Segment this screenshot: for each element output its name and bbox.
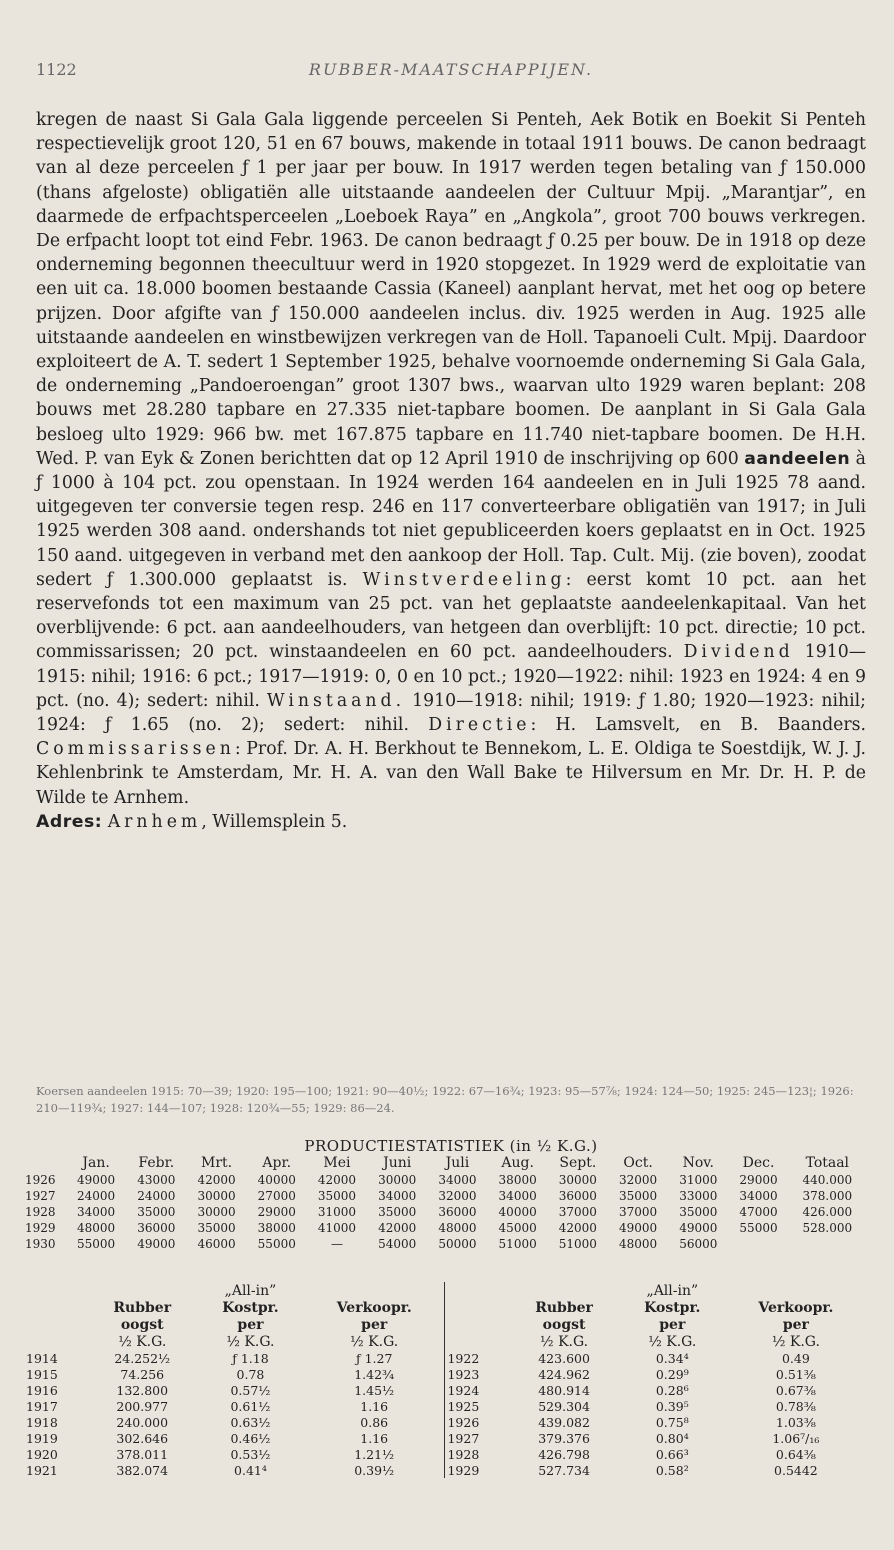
winstaand-label: Winstaand. — [266, 690, 406, 711]
rubber-cell: 240.000 — [116, 1414, 169, 1430]
cost-price-cell: 0.63½ — [230, 1414, 271, 1430]
kg-header: ½ K.G. — [118, 1333, 167, 1350]
row-year: 1928 — [445, 1446, 509, 1462]
table-cell: 426.000 — [802, 1205, 853, 1219]
row-year: 1921 — [26, 1462, 58, 1478]
month-column-header: Febr. — [138, 1155, 175, 1171]
production-header-row — [24, 1154, 866, 1172]
cost-price-cell: 0.80⁴ — [655, 1430, 689, 1446]
table-cell: 29000 — [257, 1205, 296, 1219]
table-cell: 51000 — [558, 1237, 597, 1251]
directie-label: Directie — [428, 715, 531, 736]
rubber-cell: 439.082 — [538, 1414, 590, 1430]
year-column-header — [24, 1154, 66, 1172]
allin-header: „All-in” — [646, 1282, 699, 1299]
row-year: 1920 — [26, 1446, 58, 1462]
row-year: 1914 — [26, 1350, 58, 1366]
rubber-cell: 132.800 — [116, 1382, 169, 1398]
table-cell: 36000 — [438, 1205, 477, 1219]
table-cell: 38000 — [498, 1173, 537, 1187]
page-number: 1122 — [36, 60, 77, 79]
cost-price-cell: 0.46½ — [230, 1430, 271, 1446]
table-cell: 35000 — [679, 1205, 718, 1219]
cost-body — [24, 1350, 866, 1478]
sale-price-cell: 0.49 — [781, 1350, 810, 1366]
production-title: PRODUCTIESTATISTIEK (in ½ K.G.) — [304, 1137, 598, 1155]
month-column-header: Totaal — [805, 1155, 850, 1171]
month-column-header: Mrt. — [200, 1155, 233, 1171]
table-cell: 32000 — [618, 1173, 658, 1187]
sale-price-cell: 0.64⅜ — [775, 1446, 816, 1462]
table-cell: 36000 — [137, 1221, 176, 1235]
table-cell: 48000 — [77, 1221, 116, 1235]
table-row — [24, 1366, 866, 1382]
table-cell: 55000 — [77, 1237, 116, 1251]
cost-price-cell: 0.53½ — [230, 1446, 271, 1462]
aandeelen-label: aandeelen — [744, 448, 851, 469]
row-year: 1923 — [445, 1366, 509, 1382]
kostpr-header: Kostpr. — [222, 1299, 279, 1316]
table-cell: 29000 — [739, 1173, 778, 1187]
table-cell: — — [330, 1237, 343, 1251]
table-row — [24, 1220, 866, 1236]
sale-price-cell: 1.16 — [360, 1398, 389, 1414]
table-cell: 528.000 — [802, 1221, 853, 1235]
adres-city: Arnhem — [107, 811, 202, 832]
verkoop-header: Verkoopr. — [336, 1299, 412, 1316]
table-cell: 37000 — [618, 1205, 658, 1219]
dividend-label: Dividend — [683, 642, 794, 663]
cost-price-cell: 0.66³ — [655, 1446, 689, 1462]
table-row — [24, 1188, 866, 1204]
cost-header-row-2 — [24, 1299, 866, 1316]
table-cell — [728, 1236, 788, 1252]
cost-price-cell: 0.58² — [655, 1462, 689, 1478]
table-cell: 34000 — [77, 1205, 116, 1219]
table-cell: 45000 — [498, 1221, 537, 1235]
kg-header: ½ K.G. — [350, 1333, 399, 1350]
table-cell: 30000 — [197, 1189, 236, 1203]
table-cell: 46000 — [197, 1237, 236, 1251]
kg-header: ½ K.G. — [540, 1333, 589, 1350]
kg-header: ½ K.G. — [771, 1333, 820, 1350]
oogst-header: oogst — [542, 1316, 586, 1333]
table-cell: 31000 — [317, 1205, 357, 1219]
company-description — [36, 108, 866, 834]
table-cell: 42000 — [378, 1221, 417, 1235]
table-row — [24, 1204, 866, 1220]
table-cell: 33000 — [679, 1189, 718, 1203]
table-cell: 38000 — [257, 1221, 296, 1235]
row-year: 1918 — [26, 1414, 58, 1430]
row-year: 1927 — [445, 1430, 509, 1446]
table-cell: 30000 — [378, 1173, 417, 1187]
cost-price-cell: 0.78 — [236, 1366, 265, 1382]
oogst-header: oogst — [120, 1316, 164, 1333]
table-cell: 27000 — [257, 1189, 296, 1203]
month-column-header: Juni — [383, 1155, 412, 1171]
table-row — [24, 1350, 866, 1366]
table-cell: 35000 — [197, 1221, 236, 1235]
per-header: per — [659, 1316, 686, 1333]
paragraph-part: 1910—1915: nihil; 1916: 6 pct.; 1917—1919: 0, 0 en 10 pct.; 1920—1922: nihil: 1923 en 1924: 4 en 9 pct. (no. 4); sedert: nihil. — [36, 642, 866, 711]
per-header: per — [361, 1316, 388, 1333]
kg-header: ½ K.G. — [226, 1333, 275, 1350]
rubber-header: Rubber — [113, 1299, 172, 1316]
adres-label: Adres: — [36, 811, 103, 832]
table-cell: 49000 — [137, 1237, 176, 1251]
commissarissen-label: Commissarissen — [36, 739, 235, 760]
table-row — [24, 1414, 866, 1430]
rubber-cell: 424.962 — [538, 1366, 590, 1382]
table-cell: 49000 — [679, 1221, 718, 1235]
share-prices: Koersen aandeelen 1915: 70—39; 1920: 195—100; 1921: 90—40½; 1922: 67—16¾; 1923: 95—57⅞; 1924: 124—50; 1925: 245—123¦; 1926: 210—119¾; 1927: 144—107; 1928: 120¾—55; 1929: 86—24. — [36, 1084, 854, 1115]
table-cell: 34000 — [378, 1189, 417, 1203]
sale-price-cell: 1.21½ — [354, 1446, 395, 1462]
table-cell: 42000 — [558, 1221, 597, 1235]
row-year: 1928 — [25, 1205, 56, 1219]
table-row — [24, 1172, 866, 1188]
table-row — [24, 1398, 866, 1414]
table-cell: 48000 — [438, 1221, 477, 1235]
month-column-header: Aug. — [501, 1155, 534, 1171]
cost-price-cell: ƒ 1.18 — [232, 1350, 269, 1366]
month-column-header: Juli — [445, 1155, 470, 1171]
month-column-header: Sept. — [559, 1155, 597, 1171]
rubber-cell: 378.011 — [116, 1446, 169, 1462]
cost-price-cell: 0.75⁸ — [655, 1414, 689, 1430]
table-cell: 34000 — [438, 1173, 477, 1187]
table-cell: 55000 — [739, 1221, 778, 1235]
table-cell: 30000 — [197, 1205, 236, 1219]
sale-price-cell: 1.45½ — [354, 1382, 395, 1398]
per-header: per — [237, 1316, 264, 1333]
paragraph-part: 1910—1918: nihil; 1919: ƒ 1.80; 1920—1923: nihil; 1924: ƒ 1.65 (no. 2); sedert: nihil. — [36, 690, 866, 736]
month-column-header: Oct. — [623, 1155, 653, 1171]
cost-price-cell: 0.34⁴ — [655, 1350, 689, 1366]
table-cell: 30000 — [558, 1173, 597, 1187]
table-cell: 34000 — [498, 1189, 537, 1203]
winstverdeeling-label: Winstverdeeling — [362, 569, 566, 590]
table-cell: 35000 — [618, 1189, 658, 1203]
row-year: 1926 — [445, 1414, 509, 1430]
rubber-cell: 74.256 — [120, 1366, 165, 1382]
row-year: 1927 — [25, 1189, 56, 1203]
rubber-cell: 426.798 — [538, 1446, 590, 1462]
rubber-cell: 423.600 — [538, 1350, 590, 1366]
kostpr-header: Kostpr. — [644, 1299, 701, 1316]
month-column-header: Nov. — [682, 1155, 714, 1171]
cost-price-cell: 0.39⁵ — [655, 1398, 689, 1414]
table-cell: 49000 — [77, 1173, 116, 1187]
table-row — [24, 1446, 866, 1462]
verkoop-header: Verkoopr. — [758, 1299, 834, 1316]
table-cell: 24000 — [77, 1189, 116, 1203]
table-cell: 40000 — [498, 1205, 537, 1219]
month-column-header: Dec. — [742, 1155, 775, 1171]
running-title: RUBBER-MAATSCHAPPIJEN. — [308, 60, 594, 79]
rubber-header: Rubber — [535, 1299, 593, 1316]
table-cell: 49000 — [618, 1221, 658, 1235]
kg-header: ½ K.G. — [648, 1333, 697, 1350]
table-cell: 31000 — [679, 1173, 718, 1187]
row-year: 1917 — [26, 1398, 58, 1414]
rubber-cell: 379.376 — [538, 1430, 590, 1446]
table-cell: 35000 — [137, 1205, 176, 1219]
sale-price-cell: 1.42¾ — [354, 1366, 395, 1382]
month-column-header: Apr. — [262, 1155, 292, 1171]
table-cell: 378.000 — [802, 1189, 853, 1203]
paragraph-part: : Prof. Dr. A. H. Berkhout te Bennekom, L. E. Oldiga te Soestdijk, W. J. J. Kehlenbrink te Amsterdam, Mr. H. A. van den Wall Bake te Hilversum en Mr. Dr. H. P. de Wilde te Arnhem. — [36, 739, 866, 808]
row-year: 1929 — [25, 1221, 56, 1235]
rubber-cell: 527.734 — [538, 1462, 590, 1478]
table-cell: 37000 — [558, 1205, 597, 1219]
table-cell: 55000 — [257, 1237, 296, 1251]
table-cell: 51000 — [498, 1237, 537, 1251]
table-cell: 48000 — [618, 1237, 658, 1251]
sale-price-cell: 0.5442 — [774, 1462, 818, 1478]
table-cell: 35000 — [317, 1189, 357, 1203]
per-header: per — [782, 1316, 809, 1333]
month-column-header: Mei — [323, 1155, 351, 1171]
row-year: 1922 — [445, 1350, 509, 1366]
cost-price-cell: 0.57½ — [230, 1382, 271, 1398]
table-row — [24, 1430, 866, 1446]
row-year: 1925 — [445, 1398, 509, 1414]
table-cell: 40000 — [257, 1173, 296, 1187]
sale-price-cell: 0.67⅜ — [775, 1382, 816, 1398]
row-year: 1926 — [25, 1173, 56, 1187]
row-year: 1916 — [26, 1382, 58, 1398]
row-year: 1930 — [25, 1237, 56, 1251]
cost-table — [24, 1282, 866, 1478]
table-cell: 43000 — [137, 1173, 176, 1187]
table-cell: 42000 — [317, 1173, 357, 1187]
production-body — [24, 1172, 866, 1252]
row-year: 1929 — [445, 1462, 509, 1478]
table-cell: 36000 — [558, 1189, 597, 1203]
table-cell: 54000 — [378, 1237, 417, 1251]
rubber-cell: 302.646 — [116, 1430, 169, 1446]
paragraph-part: : H. Lamsvelt, en B. Baanders. — [530, 715, 866, 736]
table-cell: 47000 — [739, 1205, 778, 1219]
sale-price-cell: 0.78⅜ — [775, 1398, 816, 1414]
sale-price-cell: 0.39½ — [354, 1462, 395, 1478]
month-column-header: Jan. — [82, 1155, 110, 1171]
rubber-cell: 480.914 — [538, 1382, 590, 1398]
cost-header-row-3 — [24, 1316, 866, 1333]
sale-price-cell: 1.03⅜ — [775, 1414, 816, 1430]
paragraph-part: à ƒ 1000 à 104 pct. zou openstaan. In 1924 werden 164 aandeelen en in Juli 1925 78 aand. uitgegeven ter conversie tegen resp. 246 en 117 converteerbare obligatiën van 1917; in Juli 1925 werden 308 aand. ondershands tot niet gepubliceerden koers geplaatst en in Oct. 1925 150 aand. uitgegeven in verband met den aankoop der Holl. Tap. Cult. Mij. (zie boven), zoodat sedert ƒ 1.300.000 geplaatst is. — [36, 448, 866, 590]
rubber-cell: 382.074 — [116, 1462, 169, 1478]
table-cell: 32000 — [438, 1189, 477, 1203]
rubber-cell: 24.252½ — [114, 1350, 171, 1366]
table-row — [24, 1462, 866, 1478]
table-cell: 35000 — [378, 1205, 417, 1219]
running-header — [36, 60, 866, 90]
paragraph-part: kregen de naast Si Gala Gala liggende perceelen Si Penteh, Aek Botik en Boekit Si Penteh respectievelijk groot 120, 51 en 67 bouws, makende in totaal 1911 bouws. De canon bedraagt van al deze perceelen ƒ 1 per jaar per bouw. In 1917 werden tegen betaling van ƒ 150.000 (thans afgeloste) obligatiën alle uitstaande aandeelen der Cultuur Mpij. „Marantjar”, en daarmede de erfpachtsperceelen „Loeboek Raya” en „Angkola”, groot 700 bouws verkregen. De erfpacht loopt tot eind Febr. 1963. De canon bedraagt ƒ 0.25 per bouw. De in 1918 op deze onderneming begonnen theecultuur werd in 1920 stopgezet. In 1929 werd de exploitatie van een uit ca. 18.000 boomen bestaande Cassia (Kaneel) aanplant hervat, met het oog op betere prijzen. Door afgifte van ƒ 150.000 aandeelen inclus. div. 1925 werden in Aug. 1925 alle uitstaande aandeelen en winstbewijzen verkregen van de Holl. Tapanoeli Cult. Mpij. Daardoor exploiteert de A. T. sedert 1 September 1925, behalve voornoemde onderneming Si Gala Gala, de onderneming „Pandoeroengan” groot 1307 bws., waarvan ulto 1929 waren beplant: 208 bouws met 28.280 tapbare en 27.335 niet-tapbare boomen. De aanplant in Si Gala Gala besloeg ulto 1929: 966 bw. met 167.875 tapbare en 11.740 niet-tapbare boomen. De H.H. Wed. P. van Eyk & Zonen berichtten dat op 12 April 1910 de inschrijving op 600 — [36, 110, 866, 469]
cost-price-cell: 0.41⁴ — [234, 1462, 267, 1478]
cost-price-cell: 0.28⁶ — [655, 1382, 689, 1398]
production-table — [24, 1154, 866, 1252]
cost-price-cell: 0.29⁹ — [655, 1366, 689, 1382]
table-cell: 440.000 — [802, 1173, 853, 1187]
allin-header: „All-in” — [224, 1282, 277, 1299]
sale-price-cell: 0.51⅜ — [775, 1366, 816, 1382]
table-cell: 56000 — [679, 1237, 718, 1251]
table-cell: 34000 — [739, 1189, 778, 1203]
sale-price-cell: 1.16 — [360, 1430, 389, 1446]
cost-header-row-4 — [24, 1333, 866, 1350]
table-cell: 41000 — [317, 1221, 357, 1235]
sale-price-cell: 0.86 — [360, 1414, 389, 1430]
table-row — [24, 1236, 866, 1252]
table-cell: 42000 — [197, 1173, 236, 1187]
row-year: 1919 — [26, 1430, 58, 1446]
table-cell — [789, 1236, 866, 1252]
rubber-cell: 529.304 — [538, 1398, 590, 1414]
cost-header-row-1 — [24, 1282, 866, 1299]
table-row — [24, 1382, 866, 1398]
row-year: 1924 — [445, 1382, 509, 1398]
rubber-cell: 200.977 — [116, 1398, 169, 1414]
paragraph-part: : eerst komt 10 pct. aan het reservefonds tot een maximum van 25 pct. van het geplaatste aandeelenkapitaal. Van het overblijvende: 6 pct. aan aandeelhouders, van hetgeen dan overblijft: 10 pct. directie; 10 pct. commissarissen; 20 pct. winstaandeelen en 60 pct. aandeelhouders. — [36, 569, 866, 663]
adres-street: , Willemsplein 5. — [201, 811, 348, 832]
table-cell: 50000 — [438, 1237, 477, 1251]
cost-price-cell: 0.61½ — [230, 1398, 271, 1414]
sale-price-cell: 1.06⁷/₁₆ — [772, 1430, 820, 1446]
row-year: 1915 — [26, 1366, 58, 1382]
sale-price-cell: ƒ 1.27 — [355, 1350, 393, 1366]
table-cell: 24000 — [137, 1189, 176, 1203]
